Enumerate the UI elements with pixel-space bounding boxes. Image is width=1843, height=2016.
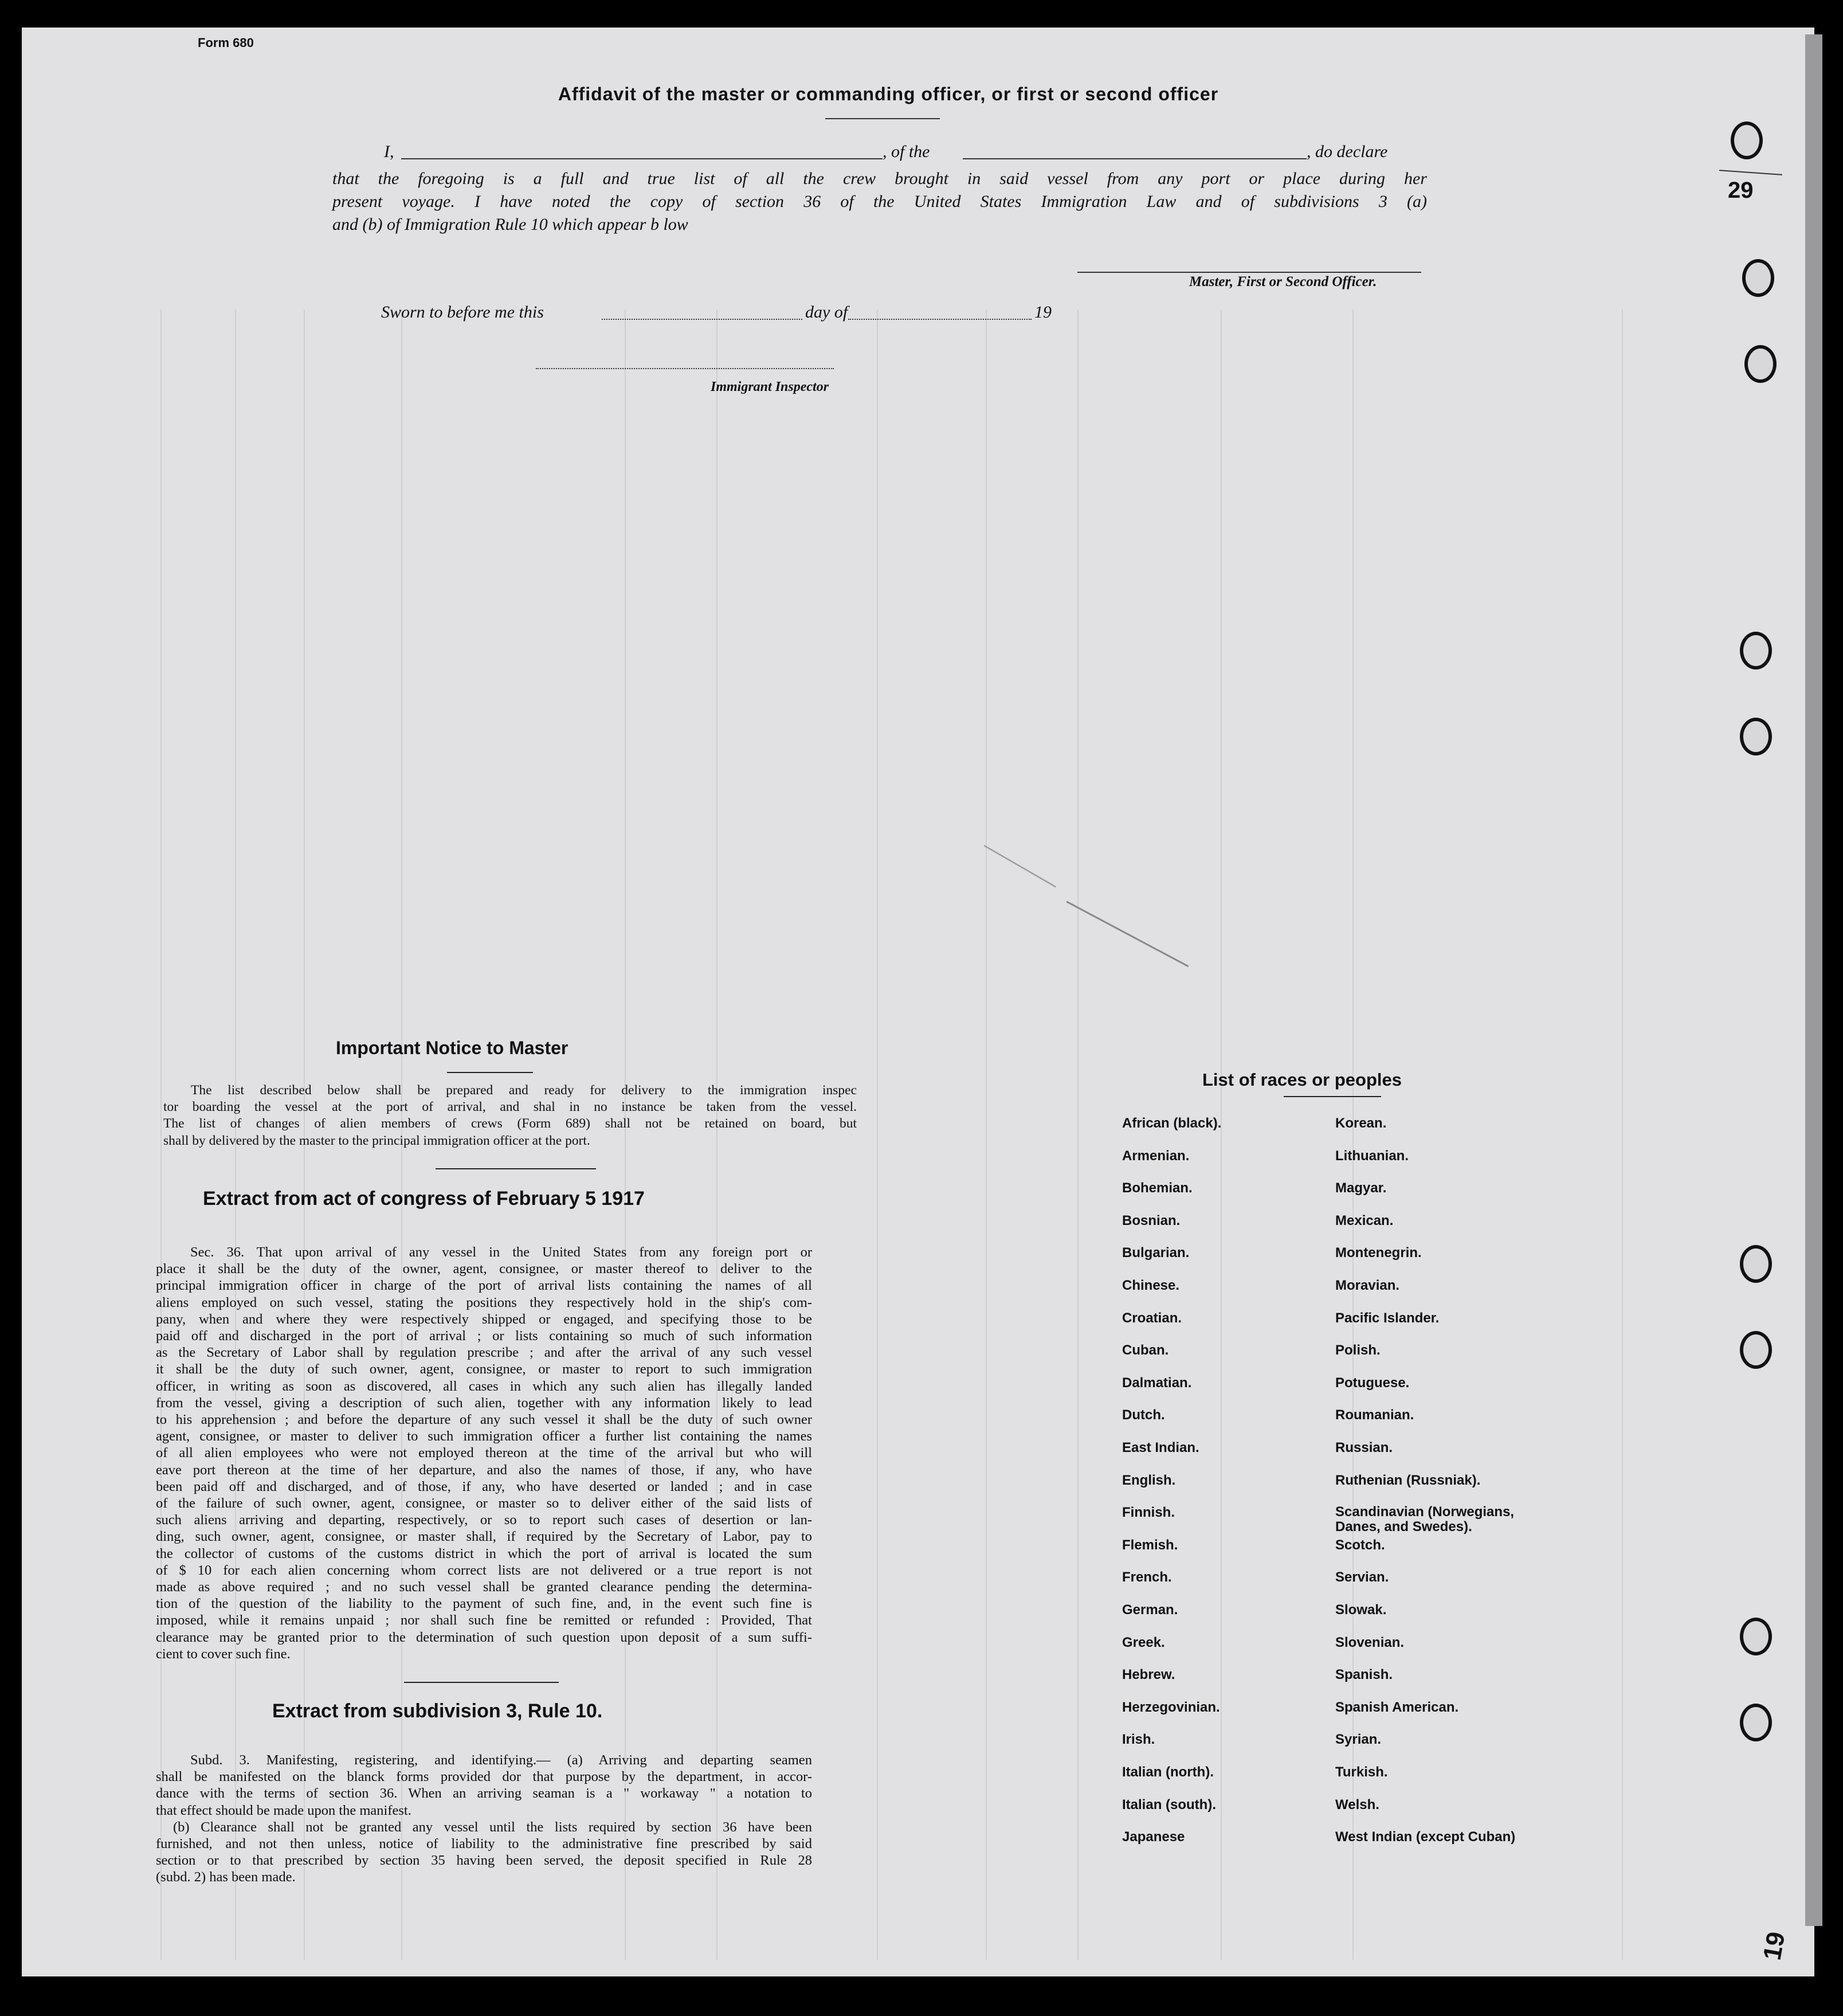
- extract1-line: eave port thereon at the time of her departure, and also the names of those, if any, who have: [156, 1462, 812, 1478]
- race-item: Japanese: [1122, 1829, 1185, 1845]
- notice-rule: [447, 1072, 533, 1073]
- extract1-line: paid off and discharged in the port of arrival ; or lists containing so much of such information: [156, 1328, 812, 1344]
- page-number: 29: [1728, 178, 1754, 203]
- affidavit-title: Affidavit of the master or commanding officer, or first or second officer: [558, 84, 1219, 104]
- extract2-line: dance with the terms of section 36. When an arriving seaman is a " workaway " a notation to: [156, 1786, 812, 1802]
- bleed-column-line: [1221, 310, 1222, 1960]
- inspector-label: Immigrant Inspector: [711, 379, 829, 394]
- notice-line: shall by delivered by the master to the principal immigration officer at the port.: [163, 1133, 590, 1148]
- inspector-blank[interactable]: [536, 368, 834, 369]
- bleed-column-line: [1622, 310, 1623, 1960]
- punch-hole: [1740, 632, 1772, 670]
- race-item: Finnish.: [1122, 1505, 1175, 1521]
- race-item: Lithuanian.: [1335, 1148, 1409, 1164]
- race-item: Dalmatian.: [1122, 1375, 1192, 1391]
- bleed-column-line: [1077, 310, 1079, 1960]
- extract1-line: imposed, while it remains unpaid ; nor shall such fine be remitted or refunded : Provided, That: [156, 1612, 812, 1629]
- extract1-line: cient to cover such fine.: [156, 1646, 291, 1662]
- extract2-line: that effect should be made upon the manifest.: [156, 1802, 411, 1818]
- affidavit-body-line: and (b) of Immigration Rule 10 which appear b low: [332, 215, 688, 234]
- race-item: French.: [1122, 1569, 1172, 1586]
- extract2-body: [156, 1752, 812, 1886]
- section-divider: [436, 1168, 596, 1169]
- punch-hole: [1744, 345, 1777, 383]
- race-item: Armenian.: [1122, 1148, 1190, 1164]
- race-item: Cuban.: [1122, 1342, 1169, 1359]
- punch-hole: [1731, 122, 1763, 159]
- race-item: Montenegrin.: [1335, 1245, 1422, 1261]
- race-item: Mexican.: [1335, 1212, 1394, 1228]
- page-edge-shadow: [1805, 34, 1822, 1926]
- extract1-line: officer, in writing as soon as discovered, all cases in which any such alien has illegally landed: [156, 1378, 812, 1394]
- race-item: Servian.: [1335, 1569, 1389, 1586]
- extract1-body: [156, 1244, 812, 1662]
- affidavit-line1-suffix: , do declare: [1307, 142, 1388, 161]
- race-item: West Indian (except Cuban): [1335, 1829, 1516, 1845]
- sworn-day: day of: [805, 303, 848, 322]
- race-item: Italian (north).: [1122, 1764, 1214, 1780]
- race-item: Italian (south).: [1122, 1796, 1216, 1813]
- ink-stroke: ―――: [978, 830, 1065, 898]
- race-item: Turkish.: [1335, 1764, 1388, 1780]
- race-item: Pacific Islander.: [1335, 1310, 1440, 1326]
- races-title: List of races or peoples: [1202, 1070, 1402, 1090]
- race-item: Scandinavian (Norwegians, Danes, and Swedes).: [1335, 1504, 1515, 1535]
- race-item: African (black).: [1122, 1115, 1222, 1131]
- extract2-line: (b) Clearance shall not be granted any vessel until the lists required by section 36 have been: [173, 1819, 812, 1835]
- extract2-title: Extract from subdivision 3, Rule 10.: [272, 1700, 603, 1722]
- race-item: Bulgarian.: [1122, 1245, 1190, 1261]
- race-item: Greek.: [1122, 1634, 1165, 1650]
- extract1-line: ding, such owner, agent, consignee, or master shall, if required by the Secretary of Labor, pay to: [156, 1529, 812, 1545]
- extract2-line: shall be manifested on the blanck forms provided dor that purpose by the department, in accor-: [156, 1769, 812, 1785]
- bleed-column-line: [160, 310, 162, 1960]
- extract1-line: pany, when and where they were respectively shipped or engaged, and specifying those to be: [156, 1311, 812, 1327]
- extract1-line: clearance may be granted prior to the determination of such question upon deposit of a sum suffi-: [156, 1629, 812, 1645]
- affidavit-line1-middle: , of the: [883, 142, 930, 161]
- affidavit-body: [332, 167, 1427, 236]
- punch-hole: [1740, 1618, 1772, 1655]
- punch-hole: [1740, 1245, 1772, 1283]
- extract1-line: tion of the question of the liability to the payment of such fine, and, in the event such fine is: [156, 1596, 812, 1612]
- races-rule: [1284, 1096, 1381, 1097]
- extract1-line: the collector of customs of the customs district in which the port of arrival is located the sum: [156, 1545, 812, 1561]
- extract1-line: place it shall be the duty of the owner, agent, consignee, or master thereof to deliver to the: [156, 1261, 812, 1277]
- ink-stroke: ――――: [1059, 882, 1199, 980]
- race-item: Slowak.: [1335, 1602, 1387, 1618]
- race-item: German.: [1122, 1602, 1178, 1618]
- extract1-title: Extract from act of congress of February 5 1917: [203, 1188, 645, 1209]
- affidavit-line1-prefix: I,: [384, 142, 394, 161]
- race-item: Welsh.: [1335, 1796, 1379, 1813]
- race-item: Korean.: [1335, 1115, 1387, 1131]
- extract1-line: to his apprehension ; and before the departure of any such vessel it shall be the duty of such owner: [156, 1412, 812, 1428]
- extract1-line: of all alien employees who were not employed thereon at the time of the arrival but who will: [156, 1445, 812, 1461]
- sworn-prefix: Sworn to before me this: [381, 303, 544, 322]
- extract1-line: of $ 10 for each alien concerning whom correct lists are not delivered or a true report is not: [156, 1562, 812, 1578]
- punch-hole: [1740, 1331, 1772, 1369]
- race-item: Scotch.: [1335, 1537, 1385, 1553]
- signature-label: Master, First or Second Officer.: [1189, 274, 1377, 289]
- extract2-line: (subd. 2) has been made.: [156, 1869, 296, 1885]
- document-page: [22, 28, 1814, 1976]
- notice-line: The list described below shall be prepared and ready for delivery to the immigration inspec: [191, 1083, 857, 1098]
- extract1-line: it shall be the duty of such owner, agent, consignee, or master to report to such immigration: [156, 1361, 812, 1377]
- race-item: Hebrew.: [1122, 1667, 1175, 1683]
- race-item: Moravian.: [1335, 1278, 1400, 1293]
- race-item: Potuguese.: [1335, 1375, 1410, 1391]
- sworn-month-blank[interactable]: [848, 319, 1032, 320]
- race-item: Roumanian.: [1335, 1407, 1414, 1423]
- race-item: Irish.: [1122, 1732, 1155, 1748]
- affidavit-body-line: present voyage. I have noted the copy of section 36 of the United States Immigration Law and of subdivisions 3 (a): [332, 192, 1427, 211]
- extract1-line: made as above required ; and no such vessel shall be granted clearance pending the determina-: [156, 1579, 812, 1595]
- race-item: Polish.: [1335, 1342, 1381, 1359]
- bleed-column-line: [986, 310, 987, 1960]
- extract1-line: such aliens arriving and departing, respectively, or so to report such cases of desertion or lan-: [156, 1512, 812, 1528]
- vessel-blank[interactable]: [963, 158, 1307, 159]
- extract1-line: principal immigration officer in charge of the port of arrival lists containing the names of all: [156, 1278, 812, 1294]
- bleed-column-line: [877, 310, 878, 1960]
- punch-hole: [1740, 718, 1772, 755]
- name-blank[interactable]: [401, 158, 883, 159]
- extract2-line: section or to that prescribed by section 35 having been served, the deposit specified in Rule 28: [156, 1853, 812, 1869]
- race-item: Ruthenian (Russniak).: [1335, 1472, 1481, 1488]
- race-item: East Indian.: [1122, 1440, 1199, 1455]
- race-item: Spanish American.: [1335, 1699, 1459, 1715]
- notice-line: tor boarding the vessel at the port of arrival, and shal in no instance be taken from the vessel.: [163, 1099, 857, 1115]
- race-item: English.: [1122, 1472, 1176, 1488]
- sworn-year: 19: [1034, 303, 1052, 322]
- race-item: Spanish.: [1335, 1667, 1393, 1683]
- extract1-line: from the vessel, giving a description of such alien, together with any information likely to lead: [156, 1395, 812, 1411]
- race-item: Russian.: [1335, 1440, 1393, 1455]
- extract1-line: of the failure of such owner, agent, consignee, or master so to deliver either of the said lists of: [156, 1496, 812, 1512]
- race-item: Chinese.: [1122, 1278, 1180, 1293]
- form-number: Form 680: [198, 36, 254, 50]
- race-item: Syrian.: [1335, 1732, 1382, 1748]
- title-rule: [825, 118, 940, 119]
- punch-hole: [1742, 259, 1774, 297]
- extract1-line: Sec. 36. That upon arrival of any vessel in the United States from any foreign port or: [190, 1244, 812, 1260]
- corner-handwritten-note: 19: [1758, 1929, 1791, 1963]
- race-item: Herzegovinian.: [1122, 1699, 1220, 1715]
- race-item: Flemish.: [1122, 1537, 1178, 1553]
- race-item: Dutch.: [1122, 1407, 1165, 1423]
- extract1-line: aliens employed on such vessel, stating the positions they respectively hold in the ship's com-: [156, 1294, 812, 1310]
- section-divider: [404, 1682, 559, 1683]
- notice-body: [163, 1082, 857, 1149]
- extract2-line: furnished, and not then unless, notice of liability to the administrative fine prescribed by said: [156, 1836, 812, 1852]
- notice-title: Important Notice to Master: [336, 1038, 568, 1058]
- sworn-day-blank[interactable]: [602, 319, 802, 320]
- race-item: Slovenian.: [1335, 1634, 1405, 1650]
- extract1-line: been paid off and discharged, and of those, if any, who have deserted or landed ; and in case: [156, 1478, 812, 1494]
- extract1-line: as the Secretary of Labor shall by regulation prescribe ; and after the arrival of any such vessel: [156, 1345, 812, 1361]
- affidavit-body-line: that the foregoing is a full and true list of all the crew brought in said vessel from any port or place during her: [332, 169, 1427, 188]
- punch-hole: [1740, 1704, 1772, 1741]
- signature-blank[interactable]: [1077, 272, 1421, 273]
- race-item: Bosnian.: [1122, 1212, 1181, 1228]
- notice-line: The list of changes of alien members of crews (Form 689) shall not be retained on board, but: [163, 1116, 857, 1132]
- race-item: Bohemian.: [1122, 1180, 1193, 1196]
- extract2-line: Subd. 3. Manifesting, registering, and identifying.— (a) Arriving and departing seamen: [190, 1752, 812, 1768]
- race-item: Croatian.: [1122, 1310, 1182, 1326]
- extract1-line: agent, consignee, or master to deliver to such immigration officer a further list containing the names: [156, 1428, 812, 1445]
- race-item: Magyar.: [1335, 1180, 1387, 1196]
